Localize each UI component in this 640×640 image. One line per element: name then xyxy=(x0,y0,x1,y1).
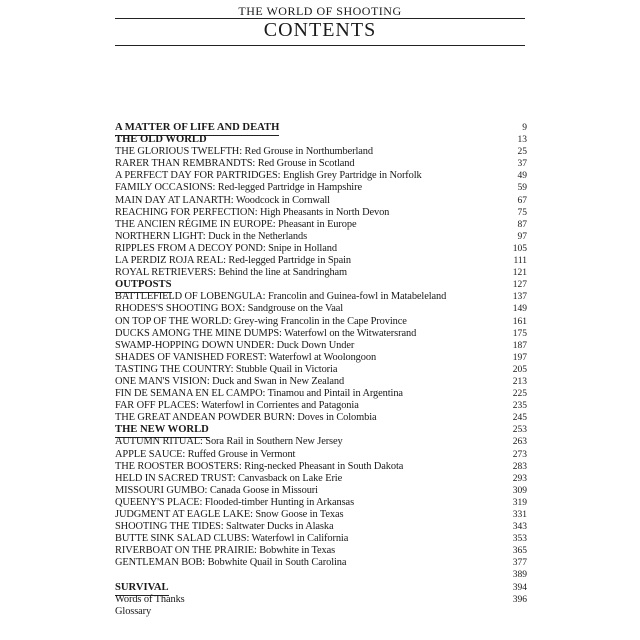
toc-page-number: 273 xyxy=(512,449,527,460)
toc-entry xyxy=(115,436,527,448)
toc-entry xyxy=(115,316,527,328)
toc-page-number: 59 xyxy=(517,183,527,194)
toc-entry-text: MISSOURI GUMBO: Canada Goose in Missouri xyxy=(115,484,318,496)
toc-page-number: 263 xyxy=(512,437,527,448)
toc-entry-text: FIN DE SEMANA EN EL CAMPO: Tinamou and Pintail in Argentina xyxy=(115,388,403,400)
toc-entry xyxy=(115,449,527,461)
toc-entry-text: JUDGMENT AT EAGLE LAKE: Snow Goose in Texas xyxy=(115,509,344,520)
toc-entry-text: NORTHERN LIGHT: Duck in the Netherlands xyxy=(115,230,308,242)
toc-page-number: 319 xyxy=(512,497,527,508)
toc-page-number: 343 xyxy=(512,522,527,533)
toc-entry-text: SHADES OF VANISHED FOREST: Waterfowl at Woolongoon xyxy=(115,351,377,363)
toc-entry-text: RIPPLES FROM A DECOY POND: Snipe in Holland xyxy=(115,242,337,254)
toc-entry-text: A PERFECT DAY FOR PARTRIDGES: English Grey Partridge in Norfolk xyxy=(115,170,422,182)
header-rule-bottom xyxy=(115,45,525,46)
toc-page-number: 37 xyxy=(517,159,527,170)
toc-page-number: 25 xyxy=(517,147,527,158)
toc-page-number: 253 xyxy=(512,425,527,436)
toc-page-number: 331 xyxy=(512,510,527,520)
toc-page-number: 205 xyxy=(512,364,527,375)
toc-entry xyxy=(115,364,527,376)
toc-entry xyxy=(115,509,527,521)
toc-entry-text: BUTTE SINK SALAD CLUBS: Waterfowl in California xyxy=(115,533,349,545)
toc-entry-text: Words of Thanks xyxy=(115,593,185,605)
toc-entry xyxy=(115,207,527,219)
toc-page-number: 245 xyxy=(512,413,527,424)
toc-entry-text: REACHING FOR PERFECTION: High Pheasants in North Devon xyxy=(115,206,390,218)
toc-section-heading xyxy=(115,582,527,594)
toc-entry-text: THE ANCIEN RÉGIME IN EUROPE: Pheasant in Europe xyxy=(115,218,357,230)
toc-entry-text: SWAMP-HOPPING DOWN UNDER: Duck Down Under xyxy=(115,339,355,351)
toc-page-number: 225 xyxy=(512,389,527,400)
toc-page-number: 309 xyxy=(512,485,527,496)
toc-page-number: 75 xyxy=(517,207,527,218)
toc-page-number: 389 xyxy=(512,570,527,581)
toc-entry-text: FAMILY OCCASIONS: Red-legged Partridge in Hampshire xyxy=(115,182,362,194)
toc-page-number: 283 xyxy=(512,461,527,472)
toc-entry-text: THE GLORIOUS TWELFTH: Red Grouse in Northumberland xyxy=(115,146,373,158)
toc-entry xyxy=(115,606,527,618)
toc-entry-text: QUEENY'S PLACE: Flooded-timber Hunting in Arkansas xyxy=(115,496,355,508)
toc-page-number: 175 xyxy=(512,328,527,339)
toc-entry-text: ON TOP OF THE WORLD: Grey-wing Francolin in the Cape Province xyxy=(115,315,407,327)
toc-entry-text: THE GREAT ANDEAN POWDER BURN: Doves in Colombia xyxy=(115,412,377,424)
toc-page-number: 365 xyxy=(512,546,527,557)
toc-page-number: 197 xyxy=(512,352,527,363)
toc-entry xyxy=(115,195,527,207)
toc-page-number: 97 xyxy=(517,231,527,242)
toc-entry-text: RIVERBOAT ON THE PRAIRIE: Bobwhite in Texas xyxy=(115,545,336,557)
toc-heading-text: THE OLD WORLD xyxy=(115,134,207,146)
toc-entry-text: APPLE SAUCE: Ruffed Grouse in Vermont xyxy=(115,448,296,460)
toc-entry-text: ROYAL RETRIEVERS: Behind the line at Sandringham xyxy=(115,267,348,279)
toc-entry-text: BATTLEFIELD OF LOBENGULA: Francolin and Guinea-fowl in Matabeleland xyxy=(115,291,447,303)
running-head: THE WORLD OF SHOOTING xyxy=(238,4,402,18)
toc-entry-text: SHOOTING THE TIDES: Saltwater Ducks in Alaska xyxy=(115,521,334,533)
toc-entry xyxy=(115,267,527,279)
toc-section-heading xyxy=(115,279,527,291)
toc-page-number: 293 xyxy=(512,473,527,484)
toc-section-heading xyxy=(115,134,527,146)
toc-page-number: 213 xyxy=(512,376,527,387)
toc-section-heading xyxy=(115,122,527,134)
toc-page-number: 396 xyxy=(512,594,527,605)
toc-entry xyxy=(115,255,527,267)
toc-entry-text: DUCKS AMONG THE MINE DUMPS: Waterfowl on the Witwatersrand xyxy=(115,327,417,339)
toc-page-number: 111 xyxy=(513,256,527,267)
toc-page-number: 377 xyxy=(512,558,527,569)
toc-page-number: 137 xyxy=(512,292,527,303)
toc-page-number: 127 xyxy=(512,280,527,291)
toc-entry xyxy=(115,291,527,303)
toc-entry xyxy=(115,328,527,340)
toc-entry xyxy=(115,158,527,170)
table-of-contents xyxy=(115,122,527,618)
toc-page-number: 67 xyxy=(517,195,527,206)
toc-entry-text: TASTING THE COUNTRY: Stubble Quail in Victoria xyxy=(115,363,338,375)
toc-entry-text: RARER THAN REMBRANDTS: Red Grouse in Scotland xyxy=(115,158,355,170)
toc-entry-text: HELD IN SACRED TRUST: Canvasback on Lake Erie xyxy=(115,472,343,484)
toc-entry xyxy=(115,521,527,533)
toc-entry xyxy=(115,182,527,194)
toc-heading-text: OUTPOSTS xyxy=(115,279,172,293)
toc-entry-text: ONE MAN'S VISION: Duck and Swan in New Zealand xyxy=(115,375,345,387)
toc-page-number: 187 xyxy=(512,340,527,351)
toc-entry xyxy=(115,340,527,352)
page-title: CONTENTS xyxy=(263,19,377,41)
toc-page-number: 161 xyxy=(512,316,527,327)
toc-entry xyxy=(115,545,527,557)
toc-entry xyxy=(115,376,527,388)
toc-entry xyxy=(115,388,527,400)
toc-page-number: 394 xyxy=(512,582,527,593)
toc-entry-text: MAIN DAY AT LANARTH: Woodcock in Cornwall xyxy=(115,194,330,206)
toc-entry-text: FAR OFF PLACES: Waterfowl in Corrientes and Patagonia xyxy=(115,400,359,412)
toc-entry xyxy=(115,146,527,158)
toc-page-number: 149 xyxy=(512,304,527,315)
toc-entry xyxy=(115,497,527,509)
toc-entry xyxy=(115,231,527,243)
toc-page-number: 9 xyxy=(522,123,527,133)
toc-page-number: 121 xyxy=(512,268,527,279)
toc-entry xyxy=(115,219,527,231)
toc-entry-text: RHODES'S SHOOTING BOX: Sandgrouse on the Vaal xyxy=(115,303,344,315)
toc-entry xyxy=(115,461,527,473)
toc-entry xyxy=(115,352,527,364)
toc-entry xyxy=(115,473,527,485)
toc-entry-text: GENTLEMAN BOB: Bobwhite Quail in South Carolina xyxy=(115,557,347,569)
toc-entry-text: AUTUMN RITUAL: Sora Rail in Southern New Jersey xyxy=(115,436,343,448)
toc-heading-text: SURVIVAL xyxy=(115,582,169,596)
toc-entry-text: Glossary xyxy=(115,605,152,617)
toc-entry xyxy=(115,303,527,315)
toc-page-number: 235 xyxy=(512,401,527,412)
toc-page-number: 13 xyxy=(517,135,527,146)
toc-entry xyxy=(115,594,527,606)
toc-entry-text: THE ROOSTER BOOSTERS: Ring-necked Pheasant in South Dakota xyxy=(115,460,404,472)
toc-heading-text: A MATTER OF LIFE AND DEATH xyxy=(115,122,279,136)
toc-entry xyxy=(115,243,527,255)
toc-page-number: 353 xyxy=(512,534,527,545)
toc-page-number: 49 xyxy=(517,171,527,182)
toc-entry xyxy=(115,170,527,182)
toc-page-only-row xyxy=(115,569,527,581)
toc-page-number: 105 xyxy=(512,243,527,254)
toc-page-number: 87 xyxy=(517,219,527,230)
toc-section-heading xyxy=(115,424,527,436)
toc-entry xyxy=(115,412,527,424)
toc-heading-text: THE NEW WORLD xyxy=(115,424,209,438)
toc-entry xyxy=(115,485,527,497)
toc-entry xyxy=(115,533,527,545)
toc-entry-text: LA PERDIZ ROJA REAL: Red-legged Partridge in Spain xyxy=(115,255,351,267)
toc-entry xyxy=(115,557,527,569)
toc-entry xyxy=(115,400,527,412)
